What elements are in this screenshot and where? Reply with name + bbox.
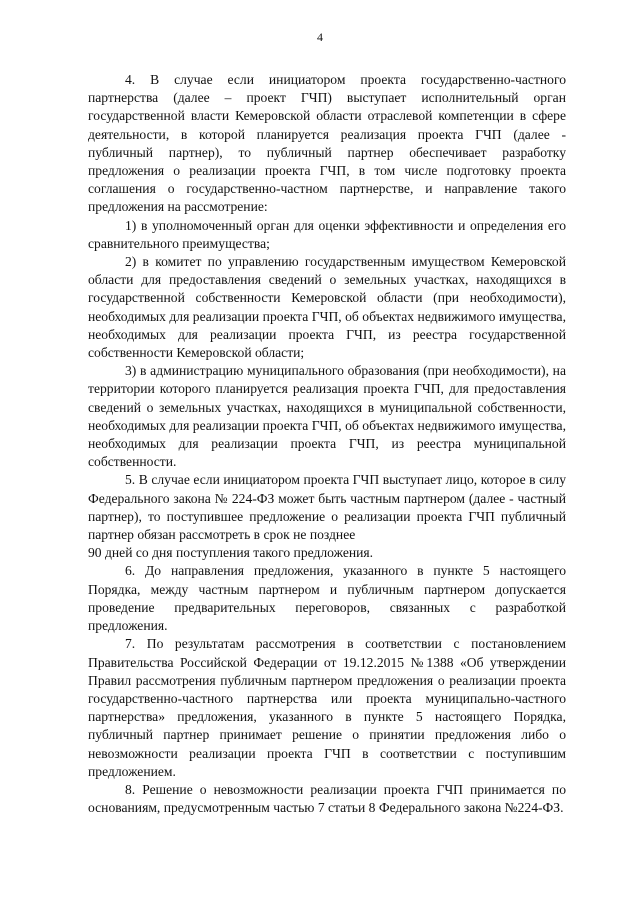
list-item-1: 1) в уполномоченный орган для оценки эффективности и определения его сравнительного преимущества;	[88, 217, 566, 251]
paragraph-8: 8. Решение о невозможности реализации проекта ГЧП принимается по основаниям, предусмотренным частью 7 статьи 8 Федерального закона №224-ФЗ.	[88, 781, 566, 816]
paragraph-6: 6. До направления предложения, указанного в пункте 5 настоящего Порядка, между частным партнером и публичным партнером допускается проведение предварительных переговоров, связанных с разработкой предложения.	[88, 563, 566, 634]
paragraph-5: 5. В случае если инициатором проекта ГЧП выступает лицо, которое в силу Федерального закона № 224-ФЗ может быть частным партнером (далее - частный партнер), то поступившее предложение о реализации проекта ГЧП публичный партнер обязан рассмотреть в срок не позднее	[88, 472, 566, 543]
list-item-3: 3) в администрацию муниципального образования (при необходимости), на территории которого планируется реализация проекта ГЧП, для предоставления сведений о земельных участках, находящихся в муниципальной собственности, необходимых для реализации проекта ГЧП, об объектах недвижимого имущества, необходимых для реализации проекта ГЧП, из реестра муниципальной собственности.	[88, 363, 566, 470]
paragraph-7: 7. По результатам рассмотрения в соответствии с постановлением Правительства Российской Федерации от 19.12.2015 №1388 «Об утверждении Правил рассмотрения публичным партнером предложения о реализации проекта государственно-частного партнерства или проекта муниципально-частного партнерства» предложения, указанного в пункте 5 настоящего Порядка, публичный партнер принимает решение о принятии предложения либо о невозможности реализации проекта ГЧП в соответствии с поступившим предложением.	[88, 636, 566, 779]
document-body	[88, 71, 566, 817]
paragraph-5-continuation: 90 дней со дня поступления такого предложения.	[88, 545, 374, 561]
paragraph-4: 4. В случае если инициатором проекта государственно-частного партнерства (далее – проект ГЧП) выступает исполнительный орган государственной власти Кемеровской области отраслевой компетенции в сфере деятельности, в которой планируется реализация проекта ГЧП (далее - публичный партнер), то публичный партнер обеспечивает разработку предложения о реализации проекта ГЧП, в том числе подготовку проекта соглашения о государственно-частном партнерстве, и направление такого предложения на рассмотрение:	[88, 72, 566, 215]
list-item-2: 2) в комитет по управлению государственным имуществом Кемеровской области для предоставления сведений о земельных участках, находящихся в государственной собственности Кемеровской области (при необходимости), необходимых для реализации проекта ГЧП, об объектах недвижимого имущества, необходимых для реализации проекта ГЧП, из реестра государственной собственности Кемеровской области;	[88, 254, 566, 361]
page-number: 4	[317, 30, 323, 44]
